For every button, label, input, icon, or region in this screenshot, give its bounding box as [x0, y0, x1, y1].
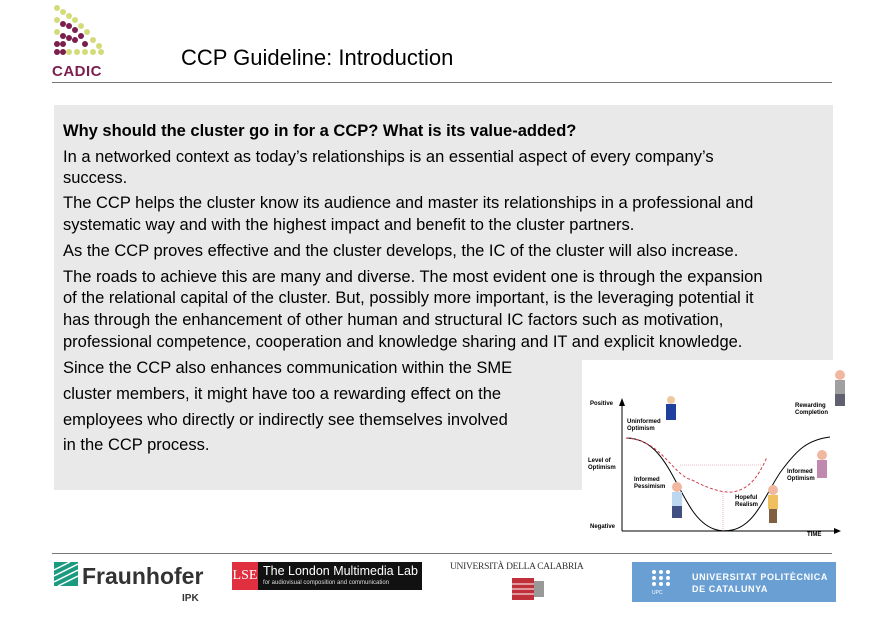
paragraph-line: cluster members, it might have too a rewarding effect on the — [63, 385, 502, 403]
paragraph-line: The CCP helps the cluster know its audience and master its relationships in a professional and — [63, 194, 754, 212]
stage-label: Rewarding Completion — [795, 403, 828, 416]
cadic-dots-icon — [52, 4, 114, 60]
paragraph-line: Since the CCP also enhances communication within the SME — [63, 359, 513, 377]
axis-label-time: TIME — [807, 532, 822, 538]
cadic-logo-text: CADIC — [52, 63, 102, 80]
upc-line1: UNIVERSITAT POLITÈCNICA — [692, 572, 828, 582]
paragraph-line: In a networked context as today’s relationships is an essential aspect of every company’s — [63, 148, 714, 166]
fraunhofer-stripes-icon — [54, 562, 78, 586]
paragraph-line: employees who directly or indirectly see themselves involved — [63, 411, 508, 429]
change-curve-diagram — [582, 360, 860, 545]
stage-label: Uninformed Optimism — [627, 419, 661, 432]
unical-emblem-icon — [510, 578, 546, 602]
cadic-logo — [52, 4, 114, 78]
lse-logo — [232, 562, 422, 590]
fraunhofer-logo — [54, 562, 204, 607]
paragraph-line: in the CCP process. — [63, 436, 210, 454]
paragraph-line: As the CCP proves effective and the cluster develops, the IC of the cluster will also increase. — [63, 242, 739, 260]
axis-label-optimism: Level of Optimism — [588, 458, 616, 471]
stage-label: Hopeful Realism — [735, 495, 759, 508]
stage-label: Informed Optimism — [787, 469, 815, 482]
page-title: CCP Guideline: Introduction — [181, 45, 454, 70]
lse-mark: LSE — [232, 562, 258, 590]
fraunhofer-text: Fraunhofer — [82, 563, 204, 589]
upc-mark: UPC — [652, 590, 663, 596]
lse-subtitle: for audiovisual composition and communication — [263, 580, 390, 586]
lse-title: The London Multimedia Lab — [263, 564, 418, 578]
change-curve-graphic — [582, 360, 860, 545]
fraunhofer-sub: IPK — [182, 593, 199, 604]
paragraph-line: has through the enhancement of other human and structural IC factors such as motivation, — [63, 311, 724, 329]
paragraph-line: of the relational capital of the cluster. But, possibly more important, is the leveraging potential it — [63, 289, 754, 307]
stage-label: Informed Pessimism — [634, 477, 666, 490]
paragraph-line: The roads to achieve this are many and diverse. The most evident one is through the expansion — [63, 268, 763, 286]
upc-logo — [632, 562, 836, 602]
paragraph-line: professional competence, cooperation and knowledge sharing and IT and explicit knowledge. — [63, 333, 743, 351]
header-divider — [52, 82, 832, 83]
upc-dots-icon — [650, 569, 672, 591]
question-heading: Why should the cluster go in for a CCP? What is its value-added? — [63, 122, 577, 140]
unical-logo — [450, 562, 600, 602]
upc-line2: DE CATALUNYA — [692, 584, 769, 594]
unical-text: UNIVERSITÀ DELLA CALABRIA — [450, 562, 584, 572]
axis-label-positive: Positive — [590, 401, 614, 407]
paragraph-line: systematic way and with the highest impact and benefit to the cluster partners. — [63, 216, 635, 234]
axis-label-negative: Negative — [590, 524, 616, 530]
footer-divider — [52, 553, 832, 554]
paragraph-line: success. — [63, 169, 128, 187]
